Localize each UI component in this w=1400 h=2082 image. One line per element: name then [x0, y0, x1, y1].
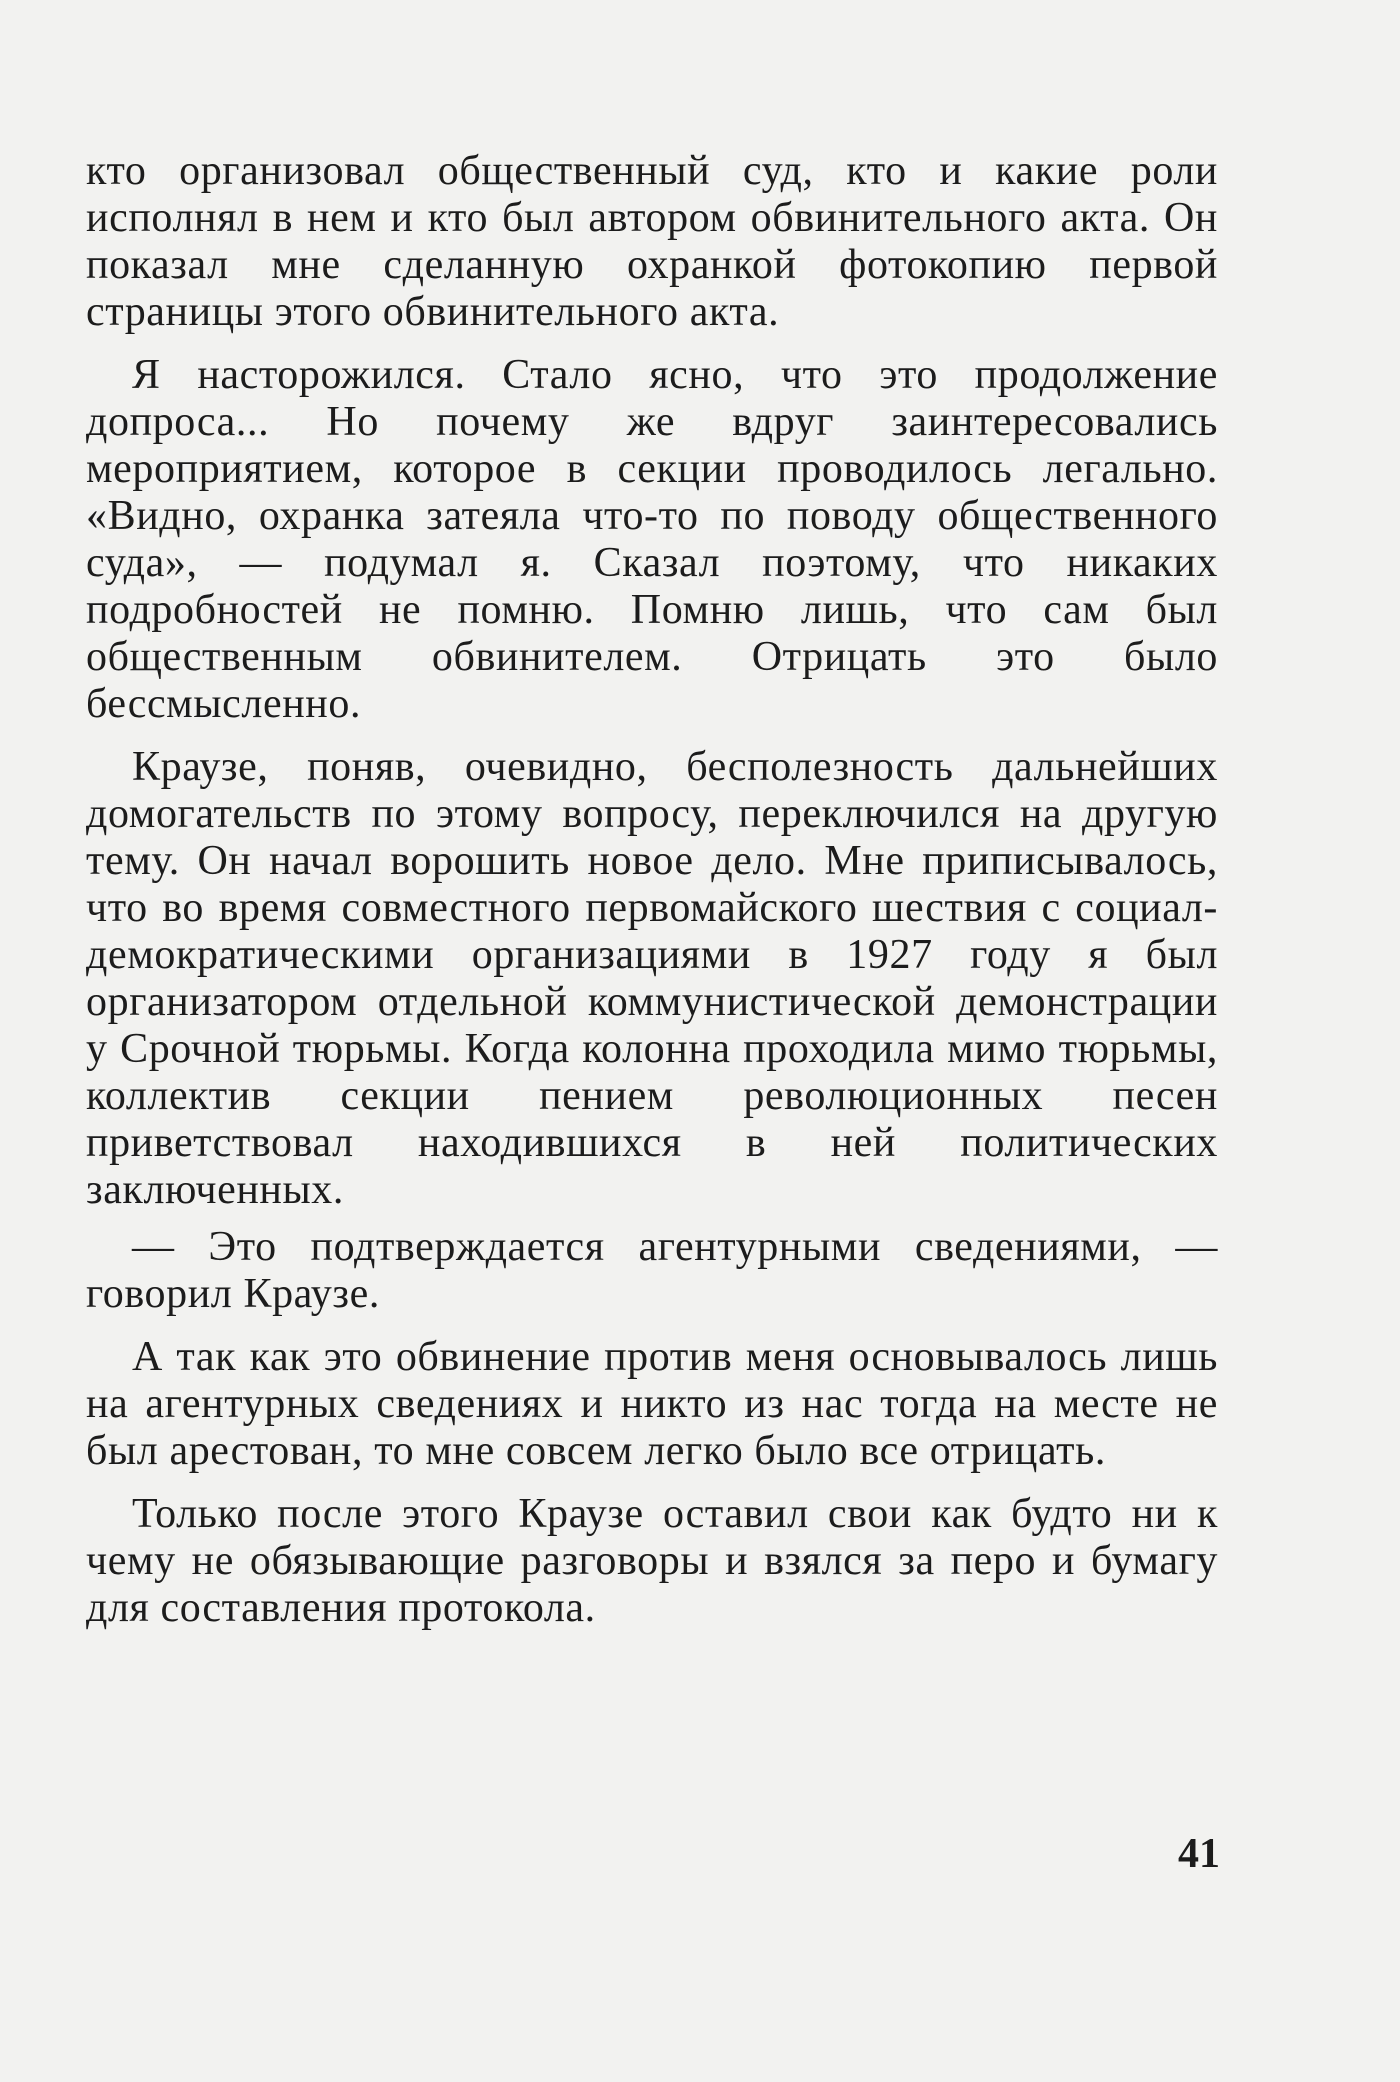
- paragraph-5: А так как это обвинение против меня основывалось лишь на агентурных сведениях и никто из нас тогда на месте не был арестован, то мне совсем легко было все отрицать.: [86, 1334, 1218, 1474]
- paragraph-4-dialogue: — Это подтверждается агентурными сведениями, — говорил Краузе.: [86, 1224, 1218, 1317]
- paragraph-3: Краузе, поняв, очевидно, бесполезность дальнейших домогательств по этому вопросу, переключился на другую тему. Он начал ворошить новое дело. Мне приписывалось, что во время совместного первомайского шествия с социал-демократическими организациями в 1927 году я был организатором отдельной коммунистической демонстрации у Срочной тюрьмы. Когда колонна проходила мимо тюрьмы, коллектив секции пением революционных песен приветствовал находившихся в ней политических заключенных.: [86, 744, 1218, 1213]
- paragraph-6: Только после этого Краузе оставил свои как будто ни к чему не обязывающие разговоры и взялся за перо и бумагу для составления протокола.: [86, 1491, 1218, 1631]
- paragraph-2: Я насторожился. Стало ясно, что это продолжение допроса... Но почему же вдруг заинтересовались мероприятием, которое в секции проводилось легально. «Видно, охранка затеяла что-то по поводу общественного суда», — подумал я. Сказал поэтому, что никаких подробностей не помню. Помню лишь, что сам был общественным обвинителем. Отрицать это было бессмысленно.: [86, 352, 1218, 727]
- paragraph-1: кто организовал общественный суд, кто и какие роли исполнял в нем и кто был автором обвинительного акта. Он показал мне сделанную охранкой фотокопию первой страницы этого обвинительного акта.: [86, 148, 1218, 335]
- page-body-text: [86, 148, 1218, 1632]
- page-number: 41: [1178, 1831, 1220, 1877]
